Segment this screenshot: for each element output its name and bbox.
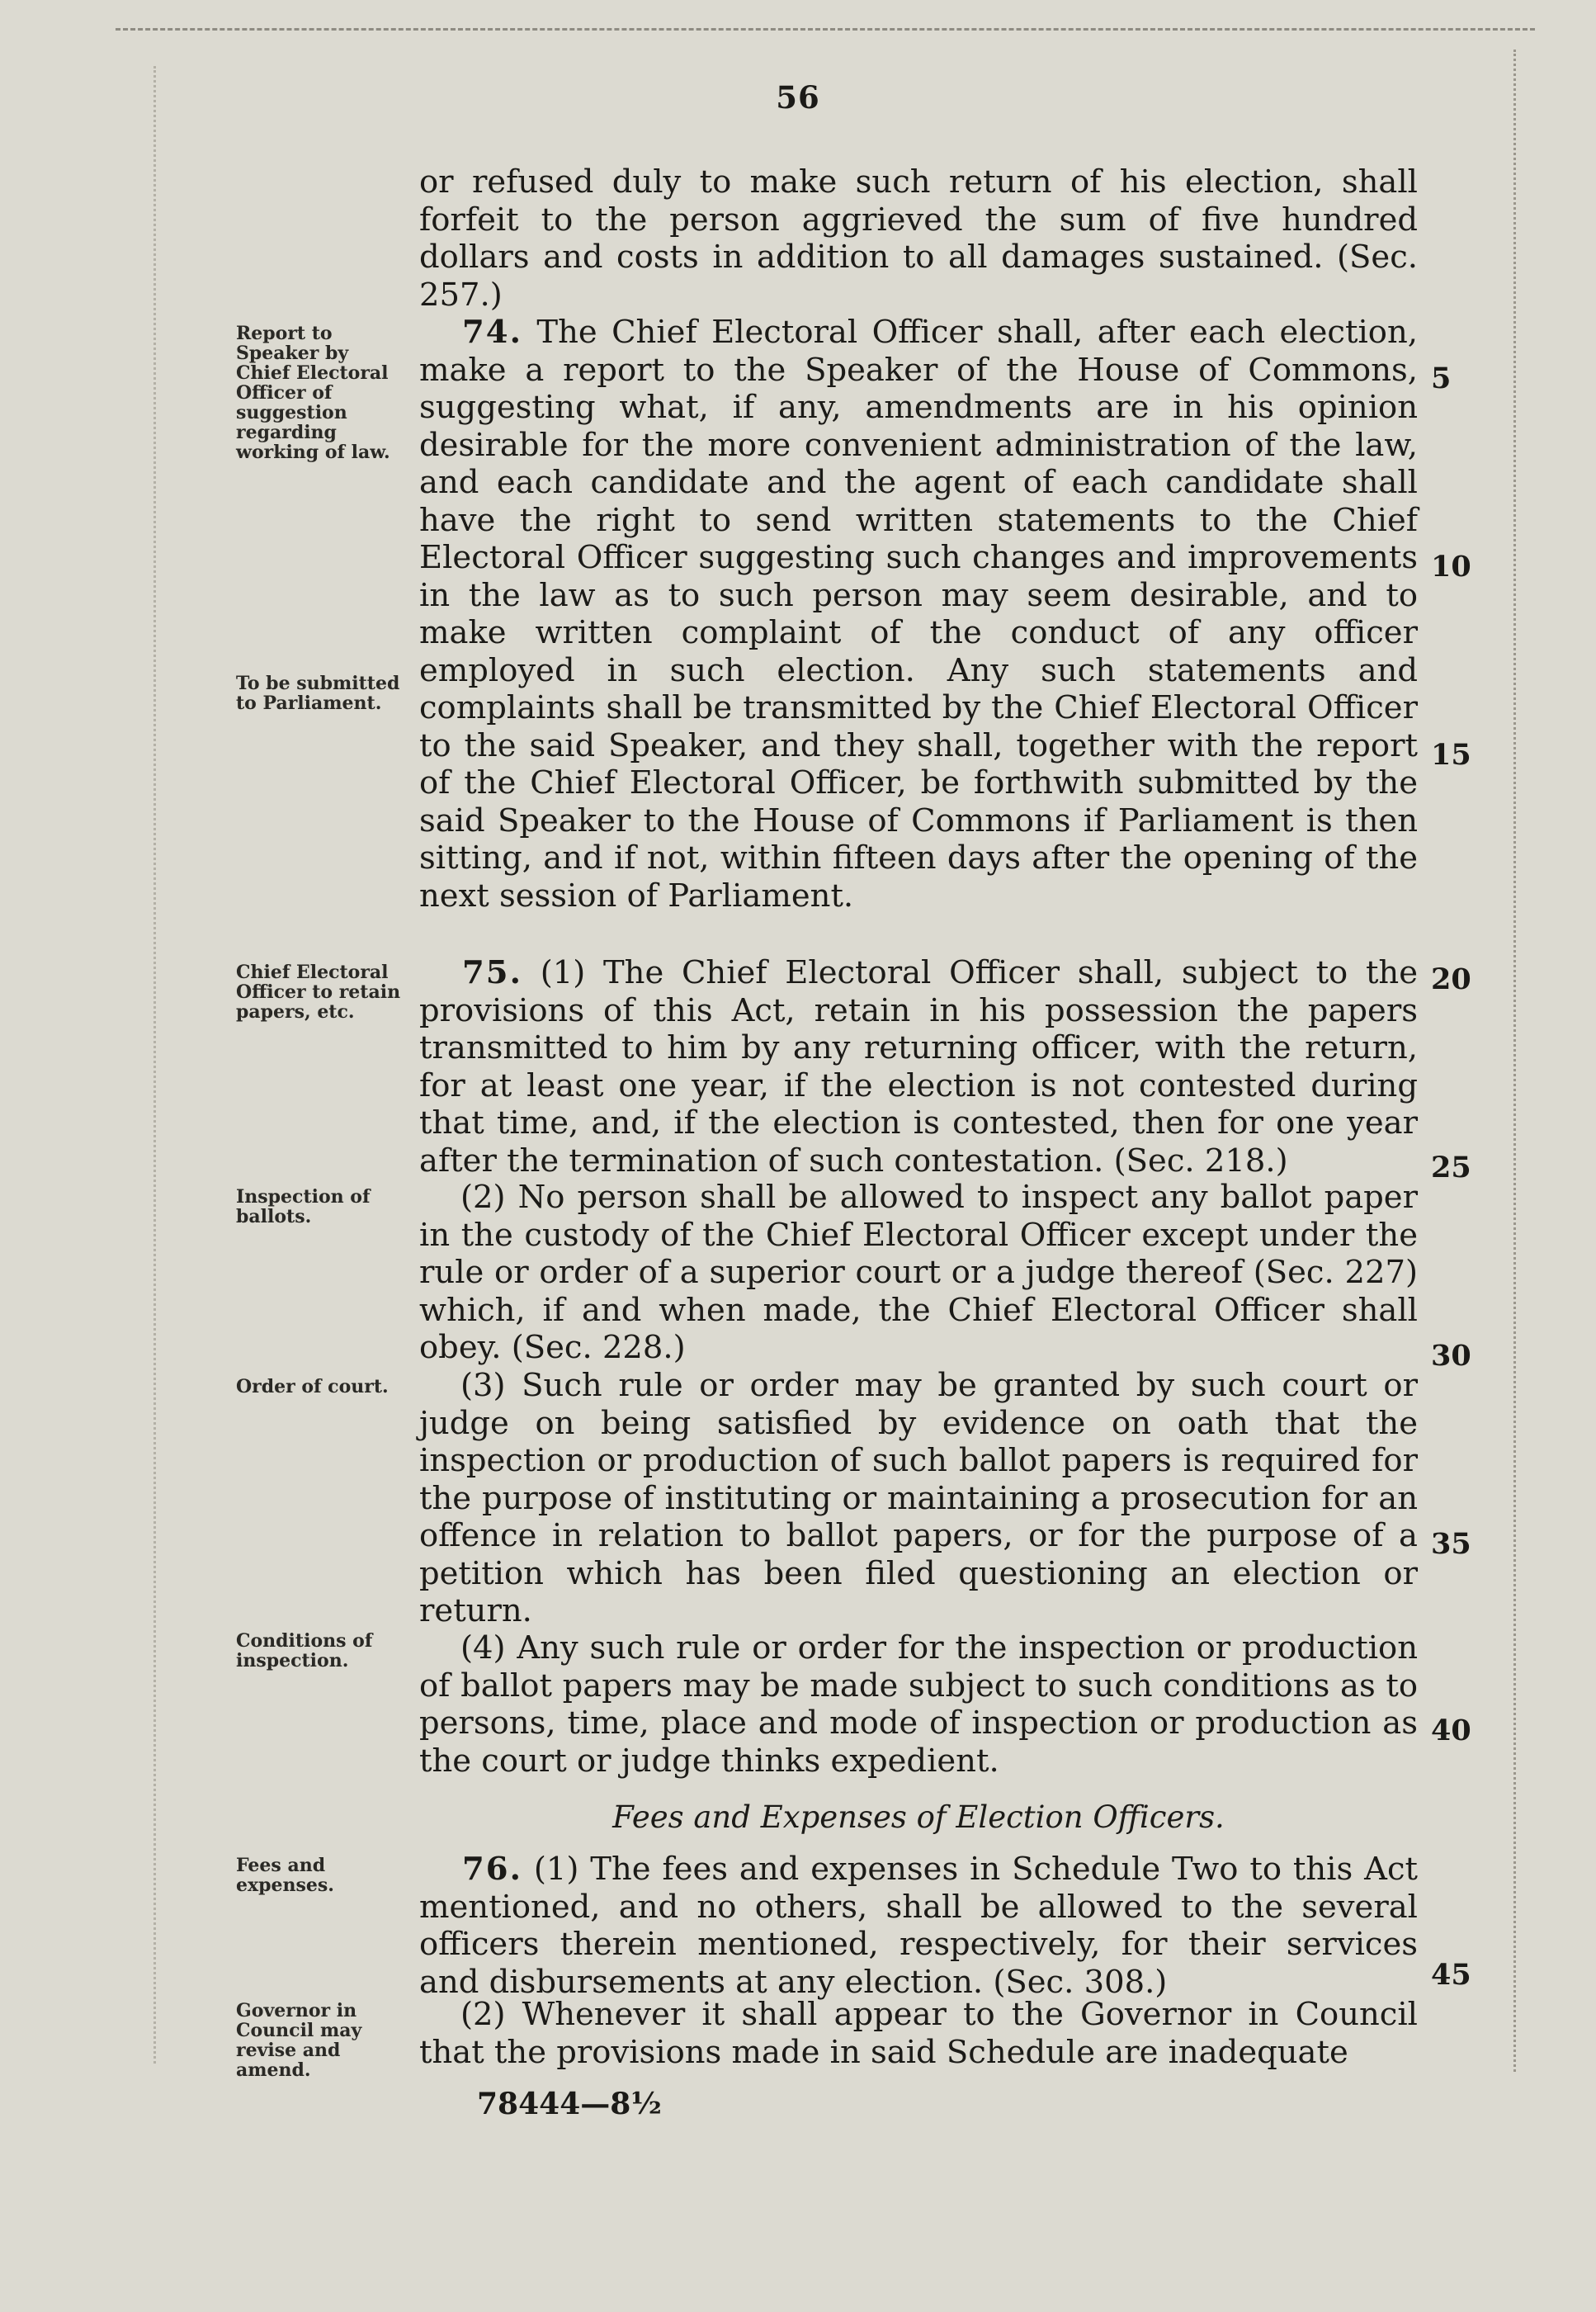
section-number-75: 75. xyxy=(462,954,522,991)
margin-note-retain: Chief Electoral Officer to retain papers, etc. xyxy=(236,962,401,1023)
margin-note-inspection: Inspection of ballots. xyxy=(236,1186,371,1227)
section-number-76: 76. xyxy=(462,1851,522,1888)
line-number: 5 xyxy=(1431,362,1452,395)
margin-note-conditions: Conditions of inspection. xyxy=(236,1630,373,1671)
section-74 xyxy=(419,314,1418,915)
section-number-74: 74. xyxy=(462,314,522,351)
section-75-1 xyxy=(419,954,1418,1180)
margin-note-submitted: To be submitted to Parliament. xyxy=(236,673,400,714)
section-heading: Fees and Expenses of Election Officers. xyxy=(612,1799,1225,1835)
paragraph-continuation: or refused duly to make such return of his election, shall forfeit to the person aggrieved the sum of five hundred dollars and costs in addition to all damages sustained. (Sec. 257.) xyxy=(419,163,1418,314)
section-75-1-text: (1) The Chief Electoral Officer shall, subject to the provisions of this Act, retain in his possession the papers transmitted to him by any returning officer, with the return, for at least one year, if the election is not contested during that time, and, if the election is contested, then for one year after the termination of such contestation. (Sec. 218.) xyxy=(419,954,1418,1180)
footer-signature: 78444—8½ xyxy=(477,2087,662,2121)
line-number: 20 xyxy=(1431,962,1471,996)
section-76-2: (2) Whenever it shall appear to the Governor in Council that the provisions made in said Schedule are inadequate xyxy=(419,1996,1418,2071)
margin-note-governor: Governor in Council may revise and amend. xyxy=(236,2000,362,2081)
line-number: 45 xyxy=(1431,1958,1471,1992)
binding-edge xyxy=(1513,50,1516,2072)
section-74-text: The Chief Electoral Officer shall, after each election, make a report to the Speaker of the House of Commons, suggesting what, if any, amendments are in his opinion desirable for the more convenient administration of the law, and each candidate and the agent of each candidate shall have the right to send written statements to the Chief Electoral Officer suggesting such changes and improvements in the law as to such person may seem desirable, and to make written complaint of the conduct of any officer employed in such election. Any such statements and complaints shall be transmitted by the Chief Electoral Officer to the said Speaker, and they shall, together with the report of the Chief Electoral Officer, be forthwith submitted by the said Speaker to the House of Commons if Parliament is then sitting, and if not, within fifteen days after the opening of the next session of Parliament. xyxy=(419,314,1418,915)
line-number: 35 xyxy=(1431,1527,1471,1561)
line-number: 40 xyxy=(1431,1714,1471,1747)
line-number: 30 xyxy=(1431,1339,1471,1373)
binding-edge-left xyxy=(153,66,156,2064)
margin-note-order: Order of court. xyxy=(236,1376,389,1397)
line-number: 25 xyxy=(1431,1151,1471,1184)
section-75-2: (2) No person shall be allowed to inspect any ballot paper in the custody of the Chief Electoral Officer except under the rule or order of a superior court or a judge thereof (Sec. 227) which, if and when made, the Chief Electoral Officer shall obey. (Sec. 228.) xyxy=(419,1179,1418,1366)
line-number: 15 xyxy=(1431,738,1471,772)
section-76-1-text: (1) The fees and expenses in Schedule Two to this Act mentioned, and no others, shall be allowed to the several officers therein mentioned, respectively, for their services and disbursements at any election. (Sec. 308.) xyxy=(419,1851,1418,2001)
line-number: 10 xyxy=(1431,550,1471,584)
page-edge-line xyxy=(116,28,1535,31)
margin-note-report: Report to Speaker by Chief Electoral Officer of suggestion regarding working of law. xyxy=(236,323,390,463)
margin-note-fees: Fees and expenses. xyxy=(236,1855,334,1896)
section-75-3: (3) Such rule or order may be granted by such court or judge on being satisfied by evidence on oath that the inspection or production of such ballot papers is required for the purpose of instituting or maintaining a prosecution for an offence in relation to ballot papers, or for the purpose of a petition which has been filed questioning an election or return. xyxy=(419,1367,1418,1629)
page-number: 56 xyxy=(776,79,820,116)
section-76-1 xyxy=(419,1851,1418,2001)
section-75-4: (4) Any such rule or order for the inspection or production of ballot papers may be made subject to such conditions as to persons, time, place and mode of inspection or production as the court or judge thinks expedient. xyxy=(419,1629,1418,1780)
